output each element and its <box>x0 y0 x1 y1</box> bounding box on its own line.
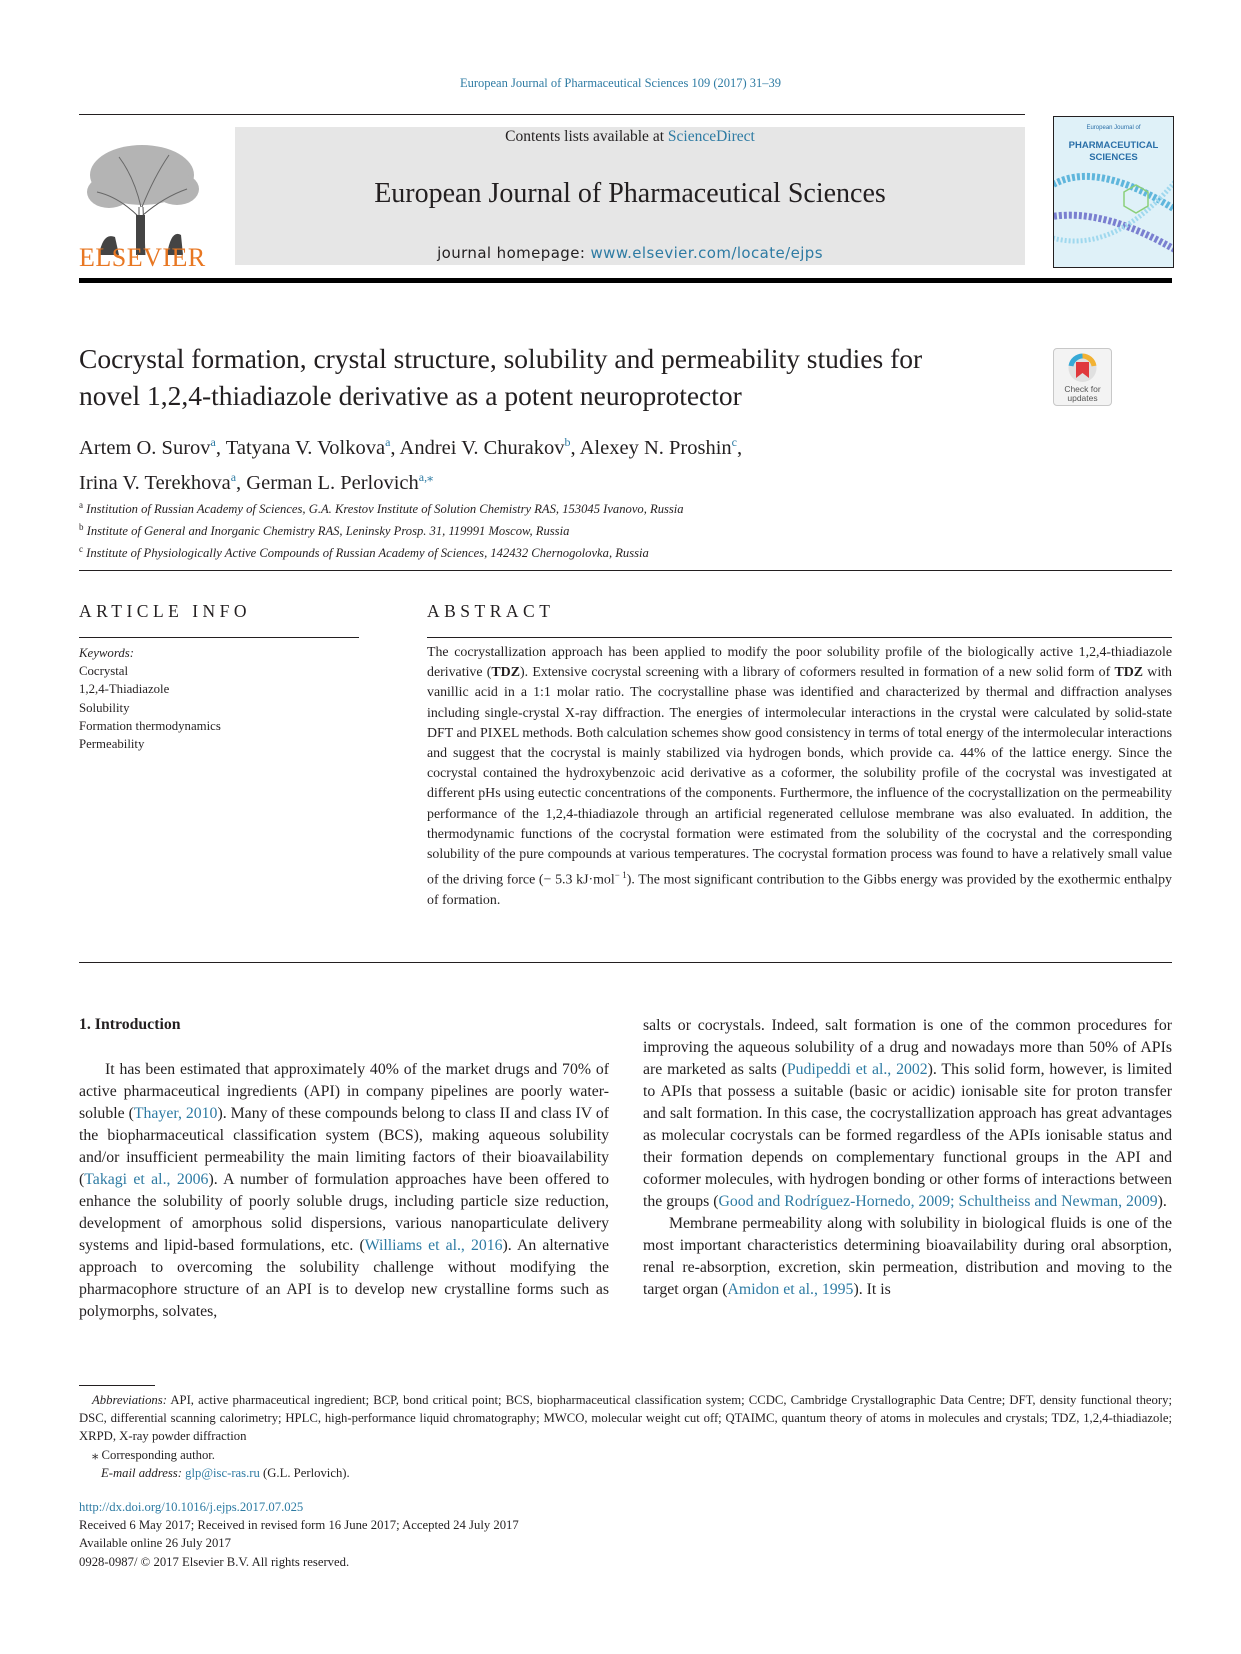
body-text: ). An alternative approach to overcoming the solubility challenge without modifying the pharmacophore structure of an API is to develop new crystalline forms such as polymorphs, solvates, <box>79 1237 610 1320</box>
sciencedirect-link[interactable]: ScienceDirect <box>667 128 755 145</box>
abstract-text <box>427 643 1172 911</box>
header-rule <box>79 114 1025 115</box>
footnote-rule <box>79 1385 155 1386</box>
citation-link[interactable]: Williams et al., 2016 <box>364 1237 503 1254</box>
body-text: ). Many of these compounds belong to class II and class IV of the biopharmaceutical classification system (BCS), making aqueous solubility and/or insufficient permeability the main limiting factors of their bioavailability ( <box>79 1105 610 1188</box>
author-line-2 <box>79 463 1039 498</box>
body-paragraph <box>643 1213 1172 1301</box>
affiliation-text: Institute of Physiologically Active Compounds of Russian Academy of Sciences, 142432 Chernogolovka, Russia <box>86 546 649 561</box>
keyword-item: Solubility <box>79 700 130 715</box>
email-suffix: (G.L. Perlovich). <box>259 1465 350 1480</box>
check-updates-icon <box>1054 351 1111 387</box>
email-link[interactable]: glp@isc-ras.ru <box>185 1465 260 1480</box>
copyright-notice: 0928-0987/ © 2017 Elsevier B.V. All rights reserved. <box>79 1554 350 1569</box>
author-affiliation-link[interactable]: a,⁎ <box>418 469 434 484</box>
body-column-left <box>79 1059 609 1323</box>
abstract-segment: ). Extensive cocrystal screening with a library of coformers resulted in formation of a new solid form of <box>519 665 1115 681</box>
contents-availability <box>235 128 1025 146</box>
body-text: Membrane permeability along with solubility in biological fluids is one of the most important characteristics determining bioavailability during oral absorption, renal re-absorption, excretion, skin permeation, distribution and moving to the target organ ( <box>643 1215 1172 1298</box>
email-footnote <box>79 1464 1172 1482</box>
homepage-link[interactable]: www.elsevier.com/locate/ejps <box>590 244 823 262</box>
abstract-energy-value: − 5.3 kJ·mol <box>543 872 615 888</box>
available-online: Available online 26 July 2017 <box>79 1536 231 1551</box>
citation-link[interactable]: Thayer, 2010 <box>133 1105 218 1122</box>
abstract-segment: The cocrystallization approach has been applied to modify the poor solubility profile of the biologically active 1,2,4-thiadiazole derivative ( <box>427 645 1172 681</box>
author-affiliation-link[interactable]: a <box>385 435 391 449</box>
journal-cover-thumbnail[interactable] <box>1053 116 1174 268</box>
affiliation-item <box>79 496 1079 518</box>
keyword-item: Formation thermodynamics <box>79 718 221 733</box>
keywords-block <box>79 644 379 753</box>
citation-link[interactable]: Good and Rodríguez-Hornedo, 2009; Schultheiss and Newman, 2009 <box>718 1193 1158 1210</box>
body-paragraph <box>643 1015 1172 1213</box>
abstract-energy-exponent: − 1 <box>614 870 627 881</box>
elsevier-wordmark[interactable]: ELSEVIER <box>79 243 206 272</box>
doi-link[interactable]: http://dx.doi.org/10.1016/j.ejps.2017.07.025 <box>79 1500 304 1514</box>
citation-link[interactable]: Pudipeddi et al., 2002 <box>786 1061 928 1078</box>
footnotes <box>79 1391 1172 1482</box>
journal-name: European Journal of Pharmaceutical Sciences <box>374 178 886 209</box>
citation-link[interactable]: Amidon et al., 1995 <box>727 1281 854 1298</box>
affiliation-key: a <box>79 500 83 510</box>
body-text: It has been estimated that approximately 40% of the market drugs and 70% of active pharmaceutical ingredients (API) in company pipelines are poorly water-soluble ( <box>79 1061 609 1122</box>
keyword-item: Cocrystal <box>79 664 129 679</box>
cover-journal-line1: European Journal of <box>1086 125 1141 131</box>
abbreviations-text: API, active pharmaceutical ingredient; BCP, bond critical point; BCS, biopharmaceutical classification system; CCDC, Cambridge Crystallographic Data Centre; DFT, density functional theory; DSC, differential scanning calorimetry; HPLC, high-performance liquid chromatography; MWCO, molecular weight cut off; QTAIMC, quantum theory of atoms in molecules and crystals; TDZ, 1,2,4-thiadiazole; XRPD, X-ray powder diffraction <box>79 1393 1172 1444</box>
author-affiliation-link[interactable]: c <box>731 435 737 449</box>
email-label: E-mail address: <box>101 1465 182 1480</box>
journal-homepage <box>235 244 1025 262</box>
article-info-rule <box>79 637 359 638</box>
author-line-1 <box>79 428 1039 463</box>
header-thick-rule <box>79 278 1172 283</box>
body-text: salts or cocrystals. Indeed, salt formation is one of the common procedures for improving the aqueous solubility of a drug and nowadays more than 50% of APIs are marketed as salts ( <box>643 1017 1172 1078</box>
author-affiliation-link[interactable]: a <box>230 469 237 484</box>
affiliation-item <box>79 540 1079 562</box>
affiliation-text: Institute of General and Inorganic Chemistry RAS, Leninsky Prosp. 31, 119991 Moscow, Russia <box>86 524 570 539</box>
received-dates: Received 6 May 2017; Received in revised form 16 June 2017; Accepted 24 July 2017 <box>79 1518 519 1533</box>
corresponding-author-footnote <box>79 1446 1172 1464</box>
body-text: ). This solid form, however, is limited to APIs that possess a suitable (basic or acidic) ionisable site for proton transfer and salt formation. In this case, the cocrystallization approach has great advantages as molecular cocrystals can be formed regardless of the APIs ionisable status and their formation depends on complementary functional groups in the API and coformer molecules, with hydrogen bonding or other forms of interactions between the groups ( <box>643 1061 1172 1210</box>
journal-citation[interactable]: European Journal of Pharmaceutical Sciences 109 (2017) 31–39 <box>459 76 782 90</box>
affiliation-key: c <box>79 544 83 555</box>
body-text: ). <box>1157 1193 1167 1210</box>
cover-journal-line3: SCIENCES <box>1089 152 1138 163</box>
author-name: Irina V. Terekhova <box>79 471 231 494</box>
abbreviations-label: Abbreviations: <box>92 1393 167 1407</box>
keyword-item: Permeability <box>79 737 145 752</box>
body-paragraph <box>79 1059 609 1323</box>
article-info-heading: ARTICLE INFO <box>79 601 252 621</box>
affiliation-key: b <box>79 522 84 533</box>
citation-link[interactable]: Takagi et al., 2006 <box>84 1171 209 1188</box>
author-separator: , <box>215 436 226 459</box>
abstract-end-rule <box>79 962 1172 963</box>
affiliation-item <box>79 518 1079 540</box>
author-affiliation-link[interactable]: a <box>210 435 216 449</box>
abstract-rule <box>427 637 1172 638</box>
body-text: ). A number of formulation approaches have been offered to enhance the solubility of poorly soluble drugs, including particle size reduction, development of amorphous solid dispersions, various nanoparticulate delivery systems and lipid-based formulations, etc. ( <box>79 1171 609 1254</box>
abstract-segment: with vanillic acid in a 1:1 molar ratio. The cocrystalline phase was identified and characterized by thermal and diffraction analyses including single-crystal X-ray diffraction. The energies of intermolecular interactions in the crystal were calculated by solid-state DFT and PIXEL methods. Both calculation schemes show good consistency in terms of total energy of the intermolecular interactions and suggest that the cocrystal is mainly stabilized via hydrogen bonds, which provide ca. 44% of the lattice energy. Since the cocrystal contained the hydroxybenzoic acid derivative as a coformer, the solubility profile of the cocrystal was investigated at different pHs using eutectic concentrations of the components. Furthermore, the influence of the cocrystallization on the permeability performance of the 1,2,4-thiadiazole through an artificial regenerated cellulose membrane was also evaluated. In addition, the thermodynamic functions of the cocrystal formation were estimated from the solubility of the cocrystal and the corresponding solubility of the pure compounds at various temperatures. The cocrystal formation process was found to have a relatively small value of the driving force ( <box>427 665 1173 888</box>
author-separator: , <box>570 436 580 459</box>
contents-prefix: Contents lists available at <box>505 128 668 145</box>
author-list <box>79 428 1039 498</box>
author-separator: , <box>390 436 400 459</box>
title-block-rule <box>79 570 1172 571</box>
corresponding-text: Corresponding author. <box>98 1447 215 1462</box>
cover-journal-line2: PHARMACEUTICAL <box>1068 140 1159 151</box>
corresponding-mark: ⁎ <box>92 1447 99 1462</box>
publication-info <box>79 1498 879 1571</box>
affiliation-text: Institution of Russian Academy of Sciences, G.A. Krestov Institute of Solution Chemistry RAS, 153045 Ivanovo, Russia <box>86 502 684 517</box>
author-separator: , <box>736 436 743 459</box>
body-column-right <box>643 1015 1172 1301</box>
author-name: Artem O. Surov <box>79 436 211 459</box>
check-updates-line1: Check for <box>1064 384 1101 394</box>
body-text: ). It is <box>853 1281 891 1298</box>
author-name: German L. Perlovich <box>246 471 419 494</box>
abstract-heading: ABSTRACT <box>427 601 555 621</box>
check-updates-label <box>1054 385 1111 403</box>
affiliations <box>79 496 1079 563</box>
author-name: Andrei V. Churakov <box>399 436 565 459</box>
author-affiliation-link[interactable]: b <box>564 435 571 449</box>
author-name: Tatyana V. Volkova <box>225 436 386 459</box>
author-separator: , <box>236 471 247 494</box>
abbreviations-footnote <box>79 1391 1172 1446</box>
article-title <box>79 340 1039 414</box>
abstract-segment: ). The most significant contribution to the Gibbs energy was provided by the exothermic enthalpy of formation. <box>427 872 1172 909</box>
title-line-1: Cocrystal formation, crystal structure, solubility and permeability studies for <box>79 343 923 374</box>
section-heading-introduction: 1. Introduction <box>79 1016 181 1033</box>
keyword-item: 1,2,4-Thiadiazole <box>79 682 170 697</box>
check-for-updates-badge[interactable] <box>1053 348 1112 406</box>
abstract-compound: TDZ <box>1114 665 1144 681</box>
title-line-2: novel 1,2,4-thiadiazole derivative as a potent neuroprotector <box>79 380 742 411</box>
homepage-prefix: journal homepage: <box>437 244 591 262</box>
abstract-compound: TDZ <box>491 665 520 681</box>
check-updates-line2: updates <box>1067 393 1098 403</box>
keywords-label: Keywords: <box>79 646 134 660</box>
author-name: Alexey N. Proshin <box>579 436 732 459</box>
